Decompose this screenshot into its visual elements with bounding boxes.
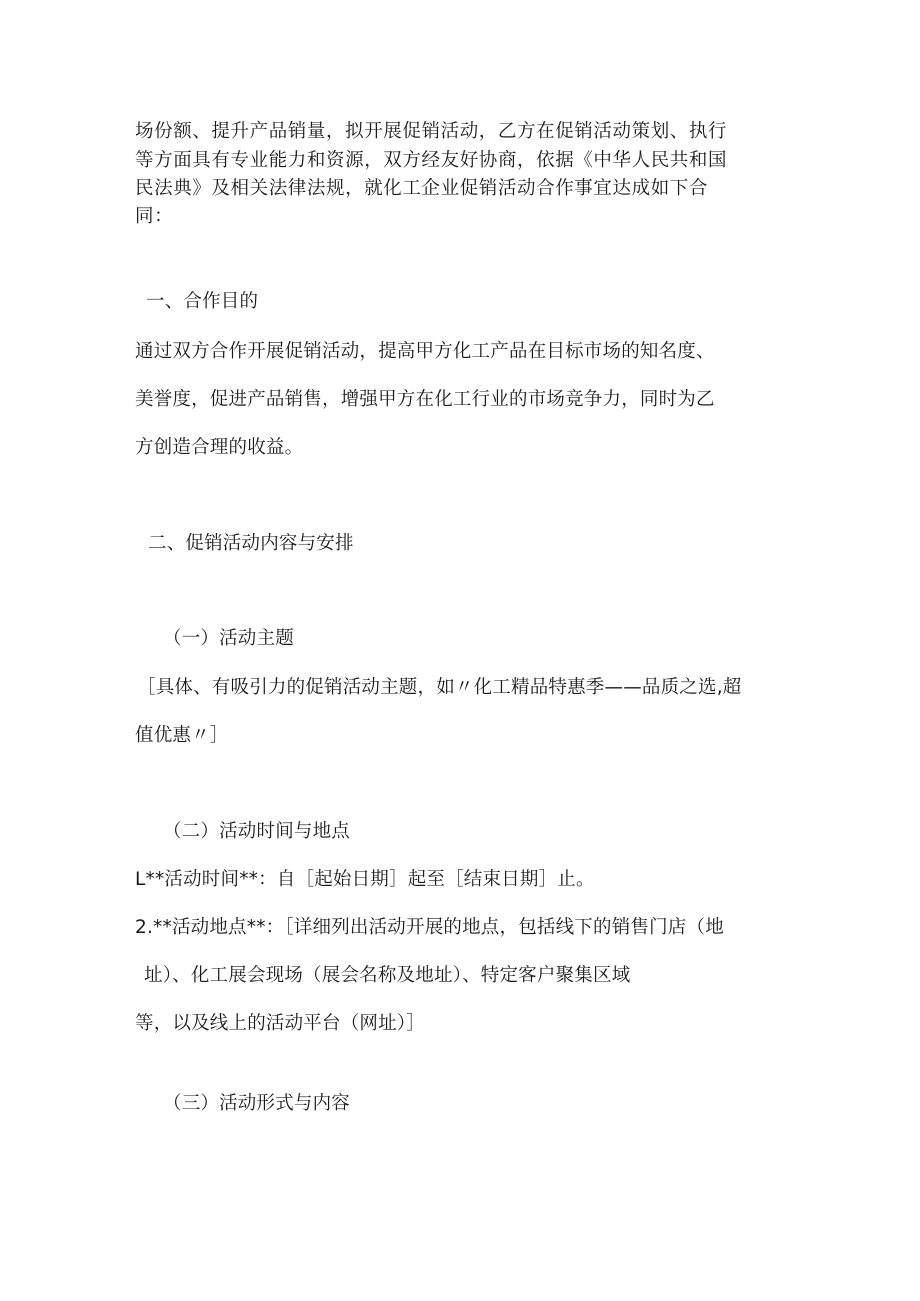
subsection-heading-form-content: （三）活动形式与内容 (163, 1093, 351, 1114)
paragraph-line: 方创造合理的收益。 (135, 437, 304, 458)
list-item: 2.**活动地点**：［详细列出活动开展的地点，包括线下的销售门店（地 (135, 917, 724, 938)
intro-line: 同： (135, 206, 174, 227)
section-heading-promotion-content: 二、促销活动内容与安排 (148, 533, 354, 554)
paragraph-line: ［具体、有吸引力的促销活动主题，如〃化工精品特惠季——品质之选,超 (137, 677, 742, 698)
paragraph-line: 美誉度，促进产品销售，增强甲方在化工行业的市场竞争力，同时为乙 (135, 389, 715, 410)
subsection-heading-theme: （一）活动主题 (163, 628, 294, 649)
subsection-heading-time-place: （二）活动时间与地点 (163, 821, 351, 842)
intro-line: 等方面具有专业能力和资源，双方经友好协商，依据《中华人民共和国 (135, 150, 728, 171)
paragraph-line: 值优惠〃］ (135, 725, 229, 746)
section-heading-cooperation-purpose: 一、合作目的 (146, 291, 259, 312)
list-item: L**活动时间**：自［起始日期］起至［结束日期］止。 (135, 869, 595, 890)
intro-line: 民法典》及相关法律法规，就化工企业促销活动合作事宜达成如下合 (135, 178, 709, 199)
paragraph-line: 址）、化工展会现场（展会名称及地址）、特定客户聚集区域 (144, 965, 631, 986)
paragraph-line: 通过双方合作开展促销活动，提高甲方化工产品在目标市场的知名度、 (135, 341, 715, 362)
paragraph-line: 等，以及线上的活动平台（网址）］ (135, 1013, 425, 1034)
intro-line: 场份额、提升产品销量，拟开展促销活动，乙方在促销活动策划、执行 (135, 121, 728, 142)
